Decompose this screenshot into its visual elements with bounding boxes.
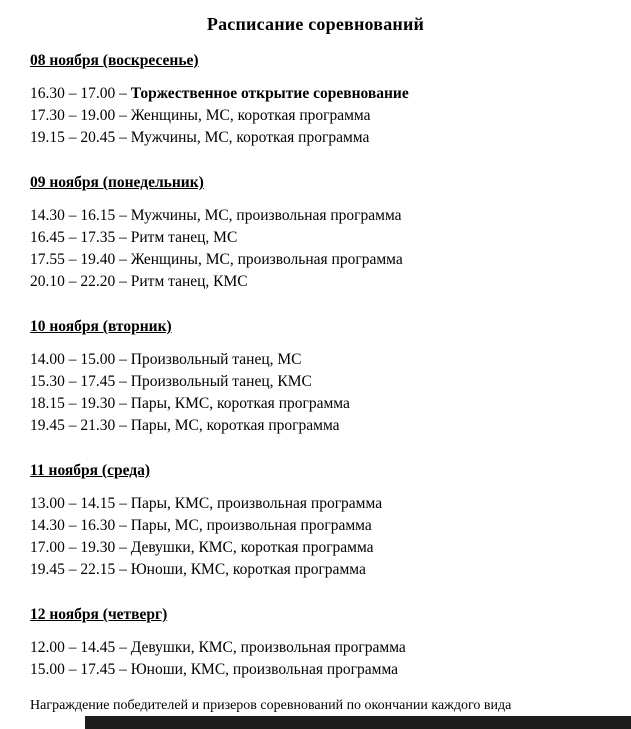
event-name: Девушки, КМС, короткая программа — [130, 539, 374, 556]
schedule-line — [30, 271, 601, 293]
schedule-line — [30, 205, 601, 227]
schedule-line — [30, 659, 601, 681]
separator-dash: – — [115, 351, 131, 368]
section-heading: 10 ноября (вторник) — [30, 318, 172, 335]
schedule-line — [30, 393, 601, 415]
time-range: 14.30 – 16.30 — [30, 517, 116, 534]
section-heading: 11 ноября (среда) — [30, 462, 151, 479]
event-name: Торжественное открытие соревнование — [130, 85, 409, 102]
separator-dash: – — [115, 517, 131, 534]
separator-dash: – — [115, 207, 131, 224]
separator-dash: – — [115, 561, 131, 578]
schedule-line — [30, 637, 601, 659]
separator-dash: – — [115, 661, 131, 678]
event-name: Юноши, КМС, произвольная программа — [130, 661, 399, 678]
date-section — [30, 605, 601, 681]
event-name: Женщины, МС, произвольная программа — [130, 251, 403, 268]
time-range: 17.55 – 19.40 — [30, 251, 116, 268]
date-section — [30, 173, 601, 293]
separator-dash: – — [115, 639, 131, 656]
date-section — [30, 461, 601, 581]
time-range: 16.45 – 17.35 — [30, 229, 116, 246]
schedule-line — [30, 415, 601, 437]
schedule-line — [30, 349, 601, 371]
separator-dash: – — [115, 539, 131, 556]
section-heading: 12 ноября (четверг) — [30, 606, 168, 623]
event-name: Девушки, КМС, произвольная программа — [130, 639, 406, 656]
event-name: Ритм танец, КМС — [130, 273, 248, 290]
separator-dash: – — [115, 395, 131, 412]
separator-dash: – — [115, 85, 131, 102]
section-heading: 09 ноября (понедельник) — [30, 174, 204, 191]
page-title: Расписание соревнований — [206, 14, 425, 34]
schedule-line — [30, 371, 601, 393]
event-name: Пары, КМС, короткая программа — [130, 395, 350, 412]
event-name: Мужчины, МС, произвольная программа — [130, 207, 402, 224]
separator-dash: – — [115, 373, 131, 390]
event-name: Произвольный танец, МС — [130, 351, 302, 368]
time-range: 16.30 – 17.00 — [30, 85, 116, 102]
time-range: 13.00 – 14.15 — [30, 495, 116, 512]
separator-dash: – — [115, 495, 131, 512]
event-name: Пары, МС, короткая программа — [130, 417, 340, 434]
time-range: 14.30 – 16.15 — [30, 207, 116, 224]
separator-dash: – — [115, 251, 131, 268]
time-range: 19.45 – 22.15 — [30, 561, 116, 578]
time-range: 17.30 – 19.00 — [30, 107, 116, 124]
schedule-line — [30, 227, 601, 249]
date-section — [30, 317, 601, 437]
event-name: Мужчины, МС, короткая программа — [130, 129, 370, 146]
time-range: 19.15 – 20.45 — [30, 129, 116, 146]
separator-dash: – — [115, 229, 131, 246]
time-range: 12.00 – 14.45 — [30, 639, 116, 656]
time-range: 14.00 – 15.00 — [30, 351, 116, 368]
footer-note: Награждение победителей и призеров соревнований по окончании каждого вида — [30, 698, 512, 713]
section-heading: 08 ноября (воскресенье) — [30, 52, 199, 69]
event-name: Женщины, МС, короткая программа — [130, 107, 371, 124]
time-range: 15.00 – 17.45 — [30, 661, 116, 678]
separator-dash: – — [115, 273, 131, 290]
date-section — [30, 51, 601, 149]
time-range: 17.00 – 19.30 — [30, 539, 116, 556]
separator-dash: – — [115, 107, 131, 124]
time-range: 15.30 – 17.45 — [30, 373, 116, 390]
separator-dash: – — [115, 417, 131, 434]
event-name: Произвольный танец, КМС — [130, 373, 312, 390]
event-name: Пары, МС, произвольная программа — [130, 517, 372, 534]
schedule-line — [30, 493, 601, 515]
schedule-line — [30, 559, 601, 581]
separator-dash: – — [115, 129, 131, 146]
schedule-line — [30, 127, 601, 149]
schedule-line — [30, 83, 601, 105]
time-range: 20.10 – 22.20 — [30, 273, 116, 290]
sections-container — [30, 51, 601, 681]
schedule-line — [30, 105, 601, 127]
event-name: Ритм танец, МС — [130, 229, 238, 246]
time-range: 19.45 – 21.30 — [30, 417, 116, 434]
event-name: Пары, КМС, произвольная программа — [130, 495, 383, 512]
event-name: Юноши, КМС, короткая программа — [130, 561, 366, 578]
time-range: 18.15 – 19.30 — [30, 395, 116, 412]
schedule-line — [30, 537, 601, 559]
schedule-document — [0, 14, 631, 715]
bottom-bar — [85, 716, 631, 729]
schedule-line — [30, 515, 601, 537]
schedule-line — [30, 249, 601, 271]
